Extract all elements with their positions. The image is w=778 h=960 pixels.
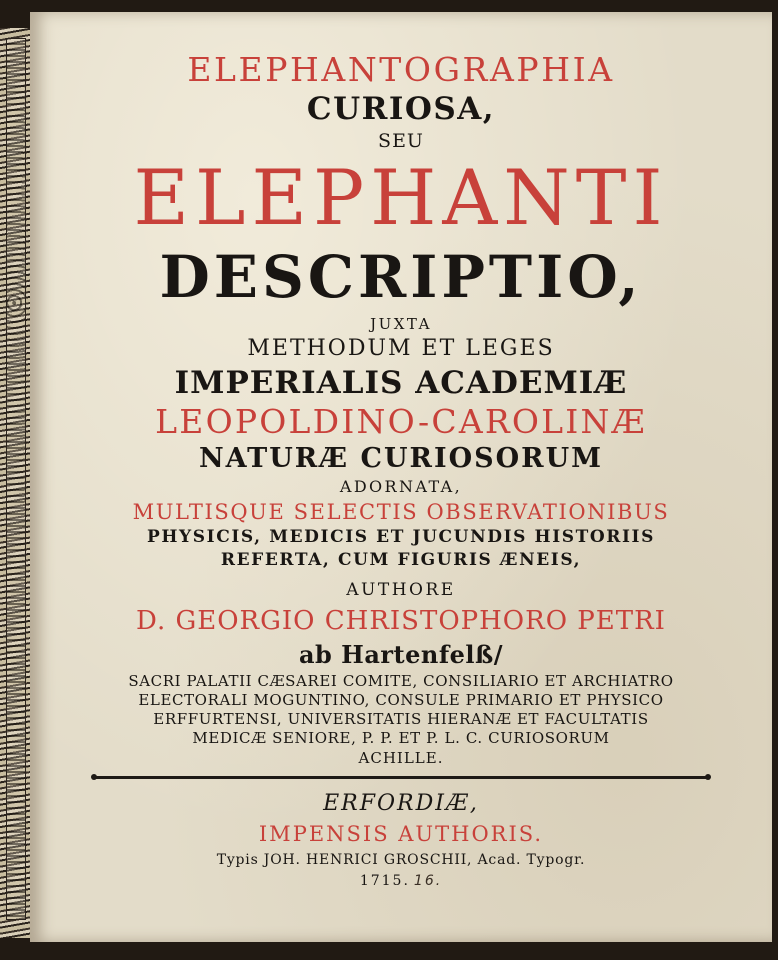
title-line-elephanti: ELEPHANTI	[133, 153, 669, 242]
title-line-seu: SEU	[378, 130, 424, 152]
title-line-naturae: NATURÆ CURIOSORUM	[198, 443, 604, 474]
title-line-curiosa: CURIOSA,	[306, 91, 496, 127]
handwritten-note: 16.	[413, 873, 443, 889]
imprint-publisher: IMPENSIS AUTHORIS.	[258, 822, 544, 846]
facing-engraved-plate	[0, 28, 32, 938]
title-line-elephantographia: ELEPHANTOGRAPHIA	[187, 50, 615, 89]
imprint-year-line	[30, 871, 772, 891]
author-titles-line-5: ACHILLE.	[358, 749, 444, 767]
author-titles-line-1: SACRI PALATII CÆSAREI COMITE, CONSILIARIO ET ARCHIATRO	[128, 672, 674, 690]
title-line-imperialis: IMPERIALIS ACADEMIÆ	[174, 365, 628, 401]
title-block	[30, 12, 772, 891]
title-page	[30, 12, 772, 942]
author-name: D. GEORGIO CHRISTOPHORO PETRI	[136, 606, 666, 636]
title-line-juxta: JUXTA	[370, 315, 432, 333]
title-line-physicis: PHYSICIS, MEDICIS ET JUCUNDIS HISTORIIS	[147, 527, 655, 547]
author-titles-line-2: ELECTORALI MOGUNTINO, CONSULE PRIMARIO ET PHYSICO	[138, 691, 664, 709]
imprint-place: ERFORDIÆ,	[323, 791, 479, 816]
title-line-adornata: ADORNATA,	[339, 477, 463, 496]
title-line-leopoldino: LEOPOLDINO-CAROLINÆ	[155, 402, 647, 441]
author-titles-line-3: ERFFURTENSI, UNIVERSITATIS HIERANÆ ET FACULTATIS	[153, 710, 649, 728]
title-line-descriptio: DESCRIPTIO,	[159, 243, 643, 311]
author-titles-line-4: MEDICÆ SENIORE, P. P. ET P. L. C. CURIOSORUM	[192, 729, 610, 747]
imprint-printer: Typis JOH. HENRICI GROSCHII, Acad. Typogr.	[216, 852, 586, 868]
title-line-multisque: MULTISQUE SELECTIS OBSERVATIONIBUS	[132, 500, 670, 524]
title-line-methodum: METHODUM ET LEGES	[247, 336, 555, 361]
title-line-authore: AUTHORE	[346, 580, 456, 600]
divider-rule	[95, 776, 707, 779]
title-line-referta: REFERTA, CUM FIGURIS ÆNEIS,	[220, 550, 582, 570]
author-name-fraktur: ab Hartenfelß/	[298, 640, 504, 669]
imprint-year: 1715.	[359, 873, 410, 889]
engraving-image	[6, 38, 26, 920]
